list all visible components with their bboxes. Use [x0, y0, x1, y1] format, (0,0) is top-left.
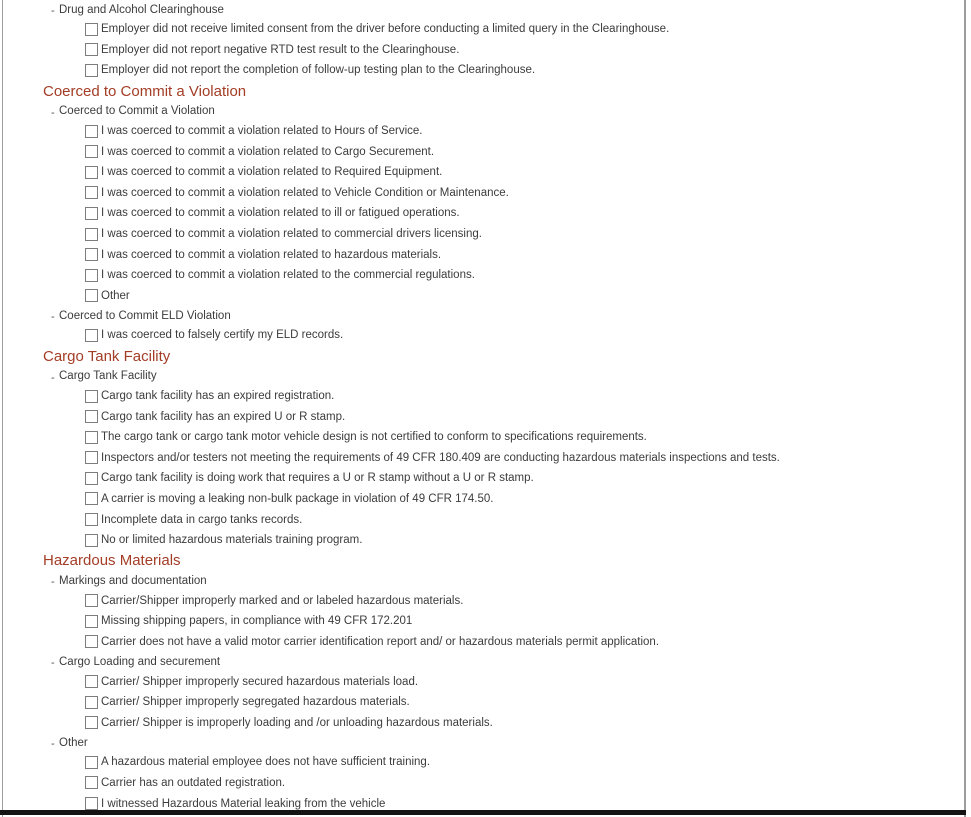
subsection-row	[3, 733, 964, 752]
checklist-item	[3, 530, 964, 551]
checklist-panel	[2, 0, 966, 817]
violation-checkbox[interactable]	[85, 716, 98, 729]
violation-checkbox[interactable]	[85, 329, 98, 342]
checkbox-label: I witnessed Hazardous Material leaking from the vehicle	[101, 797, 386, 810]
violation-checkbox[interactable]	[85, 390, 98, 403]
violation-checkbox[interactable]	[85, 431, 98, 444]
checklist-item	[3, 590, 964, 611]
checklist-item	[3, 286, 964, 307]
checkbox-label: Employer did not report negative RTD test result to the Clearinghouse.	[101, 43, 460, 56]
section-heading: Cargo Tank Facility	[43, 347, 171, 365]
violation-checkbox[interactable]	[85, 594, 98, 607]
checklist-item	[3, 712, 964, 733]
checklist-item	[3, 40, 964, 61]
checkbox-label: Carrier has an outdated registration.	[101, 776, 286, 789]
section-heading: Hazardous Materials	[43, 552, 181, 570]
checklist-item	[3, 427, 964, 448]
subsection-row	[3, 0, 964, 19]
subsection-label: Coerced to Commit a Violation	[59, 105, 215, 118]
checklist-item	[3, 611, 964, 632]
checkbox-label: Cargo tank facility is doing work that requires a U or R stamp without a U or R stamp.	[101, 472, 534, 485]
checkbox-label: I was coerced to commit a violation related to ill or fatigued operations.	[101, 207, 460, 220]
violation-checkbox[interactable]	[85, 615, 98, 628]
violation-checkbox[interactable]	[85, 269, 98, 282]
violation-checkbox[interactable]	[85, 472, 98, 485]
checkbox-label: Cargo tank facility has an expired registration.	[101, 390, 335, 403]
violation-checkbox[interactable]	[85, 43, 98, 56]
checkbox-label: Employer did not receive limited consent from the driver before conducting a limited query in the Clearinghouse.	[101, 23, 670, 36]
checklist-item	[3, 632, 964, 653]
checkbox-label: Carrier/ Shipper is improperly loading and /or unloading hazardous materials.	[101, 716, 493, 729]
violation-checkbox[interactable]	[85, 492, 98, 505]
subsection-label: Drug and Alcohol Clearinghouse	[59, 3, 224, 16]
subsection-row	[3, 306, 964, 325]
collapse-toggle-icon[interactable]: -	[51, 5, 55, 17]
collapse-toggle-icon[interactable]: -	[51, 311, 55, 324]
checkbox-label: I was coerced to commit a violation related to Cargo Securement.	[101, 145, 435, 158]
checkbox-label: No or limited hazardous materials training program.	[101, 534, 363, 547]
checklist-item	[3, 162, 964, 183]
collapse-toggle-icon[interactable]: -	[51, 371, 55, 384]
violation-checkbox[interactable]	[85, 228, 98, 241]
subsection-row	[3, 652, 964, 671]
checklist-item	[3, 752, 964, 773]
checkbox-label: A hazardous material employee does not have sufficient training.	[101, 756, 431, 769]
checkbox-label: Missing shipping papers, in compliance with 49 CFR 172.201	[101, 615, 413, 628]
subsection-row	[3, 571, 964, 590]
violation-checkbox[interactable]	[85, 64, 98, 77]
checklist-item	[3, 692, 964, 713]
checklist-item	[3, 671, 964, 692]
checkbox-label: Carrier/Shipper improperly marked and or labeled hazardous materials.	[101, 594, 464, 607]
checklist-item	[3, 509, 964, 530]
violation-checkbox[interactable]	[85, 776, 98, 789]
checklist-item	[3, 386, 964, 407]
violation-checkbox[interactable]	[85, 635, 98, 648]
checkbox-label: A carrier is moving a leaking non-bulk package in violation of 49 CFR 174.50.	[101, 492, 494, 505]
checklist-item	[3, 224, 964, 245]
violation-checkbox[interactable]	[85, 186, 98, 199]
collapse-toggle-icon[interactable]: -	[51, 576, 55, 589]
checkbox-label: I was coerced to commit a violation related to Required Equipment.	[101, 166, 443, 179]
collapse-toggle-icon[interactable]: -	[51, 106, 55, 119]
checklist-item	[3, 468, 964, 489]
checklist-item	[3, 325, 964, 346]
checkbox-label: I was coerced to falsely certify my ELD records.	[101, 329, 344, 342]
checklist-item	[3, 203, 964, 224]
violation-checkbox[interactable]	[85, 797, 98, 810]
subsection-label: Cargo Loading and securement	[59, 655, 221, 668]
subsection-label: Other	[59, 736, 88, 749]
subsection-row	[3, 367, 964, 386]
checklist-item	[3, 60, 964, 81]
violation-checkbox[interactable]	[85, 675, 98, 688]
checkbox-label: I was coerced to commit a violation related to Hours of Service.	[101, 125, 423, 138]
checklist-item	[3, 489, 964, 510]
violation-checkbox[interactable]	[85, 289, 98, 302]
violation-checkbox[interactable]	[85, 145, 98, 158]
violation-checkbox[interactable]	[85, 207, 98, 220]
checklist-item	[3, 265, 964, 286]
checklist-item	[3, 448, 964, 469]
collapse-toggle-icon[interactable]: -	[51, 657, 55, 670]
violation-checkbox[interactable]	[85, 125, 98, 138]
violation-checkbox[interactable]	[85, 534, 98, 547]
violation-checkbox[interactable]	[85, 166, 98, 179]
checkbox-label: I was coerced to commit a violation related to hazardous materials.	[101, 248, 442, 261]
checklist-item	[3, 141, 964, 162]
checkbox-label: I was coerced to commit a violation related to commercial drivers licensing.	[101, 228, 482, 241]
checkbox-label: I was coerced to commit a violation related to the commercial regulations.	[101, 269, 475, 282]
checkbox-label: Carrier/ Shipper improperly segregated hazardous materials.	[101, 696, 410, 709]
violation-checkbox[interactable]	[85, 23, 98, 36]
checkbox-label: I was coerced to commit a violation related to Vehicle Condition or Maintenance.	[101, 186, 509, 199]
violation-checkbox[interactable]	[85, 451, 98, 464]
violation-checkbox[interactable]	[85, 248, 98, 261]
collapse-toggle-icon[interactable]: -	[51, 738, 55, 751]
checkbox-label: Incomplete data in cargo tanks records.	[101, 513, 303, 526]
checklist-item	[3, 244, 964, 265]
checklist-item	[3, 19, 964, 40]
checklist-item	[3, 121, 964, 142]
violation-checkbox[interactable]	[85, 410, 98, 423]
checklist-item	[3, 406, 964, 427]
subsection-label: Coerced to Commit ELD Violation	[59, 309, 231, 322]
subsection-row	[3, 102, 964, 121]
checkbox-label: Cargo tank facility has an expired U or R stamp.	[101, 410, 346, 423]
checklist-item	[3, 773, 964, 794]
checkbox-label: The cargo tank or cargo tank motor vehicle design is not certified to conform to specifications requirements.	[101, 431, 647, 444]
violation-checkbox[interactable]	[85, 756, 98, 769]
checkbox-label: Inspectors and/or testers not meeting the requirements of 49 CFR 180.409 are conducting hazardous materials inspections and tests.	[101, 451, 780, 464]
violation-checkbox[interactable]	[85, 513, 98, 526]
subsection-label: Cargo Tank Facility	[59, 370, 157, 383]
checkbox-label: Carrier does not have a valid motor carrier identification report and/ or hazardous materials permit application.	[101, 635, 660, 648]
checklist-item	[3, 183, 964, 204]
section-heading: Coerced to Commit a Violation	[43, 82, 247, 100]
checkbox-label: Other	[101, 289, 130, 302]
violation-checklist	[3, 0, 964, 814]
violation-checkbox[interactable]	[85, 696, 98, 709]
footer-bar	[0, 810, 966, 815]
checkbox-label: Carrier/ Shipper improperly secured hazardous materials load.	[101, 675, 419, 688]
subsection-label: Markings and documentation	[59, 574, 207, 587]
checkbox-label: Employer did not report the completion of follow-up testing plan to the Clearinghouse.	[101, 64, 536, 77]
